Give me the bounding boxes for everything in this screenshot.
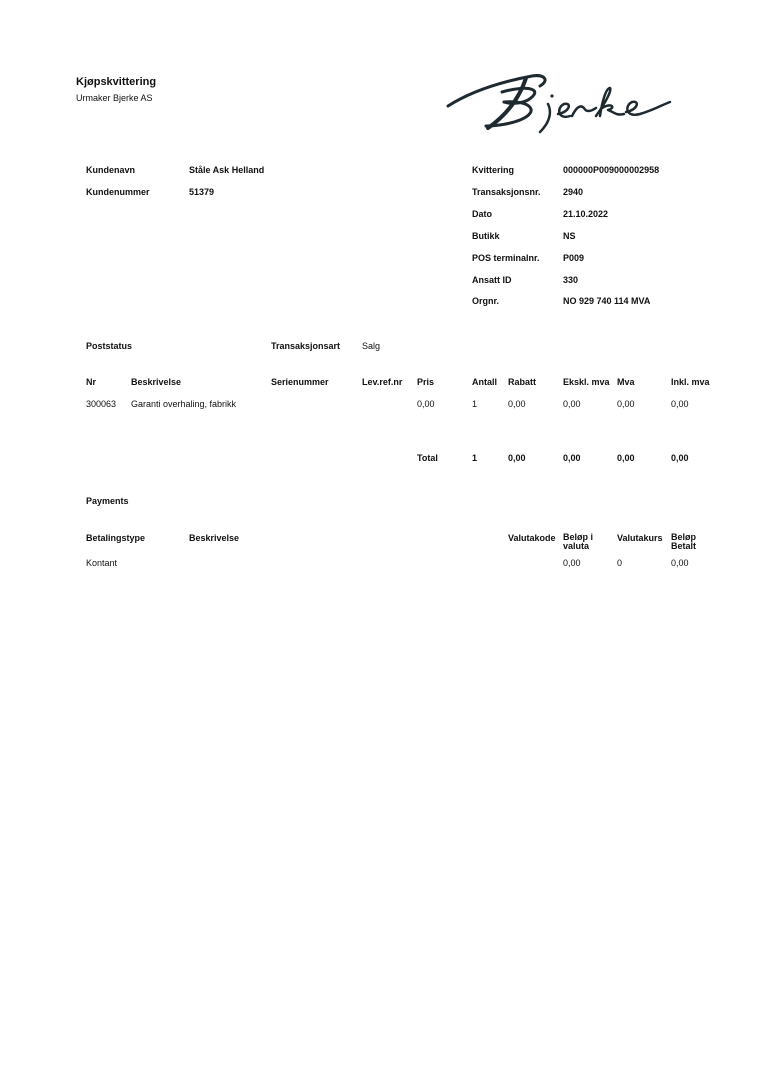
item-discount: 0,00 bbox=[508, 399, 526, 409]
total-discount: 0,00 bbox=[508, 453, 526, 463]
col-header-description: Beskrivelse bbox=[131, 377, 182, 387]
date-value: 21.10.2022 bbox=[563, 209, 609, 219]
bjerke-logo bbox=[440, 62, 680, 138]
col-header-nr: Nr bbox=[86, 377, 97, 387]
org-number-value: NO 929 740 114 MVA bbox=[563, 296, 651, 306]
col-header-price: Pris bbox=[417, 377, 435, 387]
item-nr: 300063 bbox=[86, 399, 117, 409]
date-label: Dato bbox=[472, 209, 492, 219]
pay-col-header-amount-currency: Beløp i valuta bbox=[563, 532, 594, 551]
item-price: 0,00 bbox=[417, 399, 435, 409]
employee-id-value: 330 bbox=[563, 275, 579, 285]
total-incl-vat: 0,00 bbox=[671, 453, 689, 463]
item-incl-vat: 0,00 bbox=[671, 399, 689, 409]
document-title: Kjøpskvittering bbox=[76, 76, 157, 88]
payment-amount-paid: 0,00 bbox=[671, 558, 689, 568]
col-header-excl-vat: Ekskl. mva bbox=[563, 377, 610, 387]
pay-col-header-description: Beskrivelse bbox=[189, 533, 240, 543]
transaction-number-value: 2940 bbox=[563, 187, 584, 197]
total-label: Total bbox=[417, 453, 438, 463]
store-value: NS bbox=[563, 231, 576, 241]
transaction-type-label: Transaksjonsart bbox=[271, 341, 341, 351]
pos-terminal-value: P009 bbox=[563, 253, 585, 263]
total-excl-vat: 0,00 bbox=[563, 453, 581, 463]
col-header-incl-vat: Inkl. mva bbox=[671, 377, 710, 387]
col-header-supplier-ref: Lev.ref.nr bbox=[362, 377, 403, 387]
customer-number-label: Kundenummer bbox=[86, 187, 150, 197]
transaction-type-value: Salg bbox=[362, 341, 381, 351]
customer-number-value: 51379 bbox=[189, 187, 215, 197]
item-vat: 0,00 bbox=[617, 399, 635, 409]
payment-exchange-rate: 0 bbox=[617, 558, 623, 568]
total-quantity: 1 bbox=[472, 453, 478, 463]
pay-col-header-type: Betalingstype bbox=[86, 533, 146, 543]
customer-name-value: Ståle Ask Helland bbox=[189, 165, 265, 175]
pos-terminal-label: POS terminalnr. bbox=[472, 253, 540, 263]
payment-amount-currency: 0,00 bbox=[563, 558, 581, 568]
item-excl-vat: 0,00 bbox=[563, 399, 581, 409]
employee-id-label: Ansatt ID bbox=[472, 275, 512, 285]
total-vat: 0,00 bbox=[617, 453, 635, 463]
item-description: Garanti overhaling, fabrikk bbox=[131, 399, 237, 409]
pay-col-header-currency-code: Valutakode bbox=[508, 533, 556, 543]
transaction-number-label: Transaksjonsnr. bbox=[472, 187, 541, 197]
pay-col-header-amount-paid: Beløp Betalt bbox=[671, 532, 697, 551]
col-header-discount: Rabatt bbox=[508, 377, 537, 387]
col-header-quantity: Antall bbox=[472, 377, 498, 387]
company-name: Urmaker Bjerke AS bbox=[76, 93, 153, 103]
store-label: Butikk bbox=[472, 231, 500, 241]
col-header-serial-number: Serienummer bbox=[271, 377, 329, 387]
payments-title: Payments bbox=[86, 496, 129, 506]
customer-name-label: Kundenavn bbox=[86, 165, 136, 175]
pay-col-header-exchange-rate: Valutakurs bbox=[617, 533, 663, 543]
col-header-vat: Mva bbox=[617, 377, 635, 387]
payment-type: Kontant bbox=[86, 558, 118, 568]
receipt-value: 000000P009000002958 bbox=[563, 165, 660, 175]
receipt-label: Kvittering bbox=[472, 165, 515, 175]
item-quantity: 1 bbox=[472, 399, 478, 409]
poststatus-label: Poststatus bbox=[86, 341, 133, 351]
org-number-label: Orgnr. bbox=[472, 296, 500, 306]
